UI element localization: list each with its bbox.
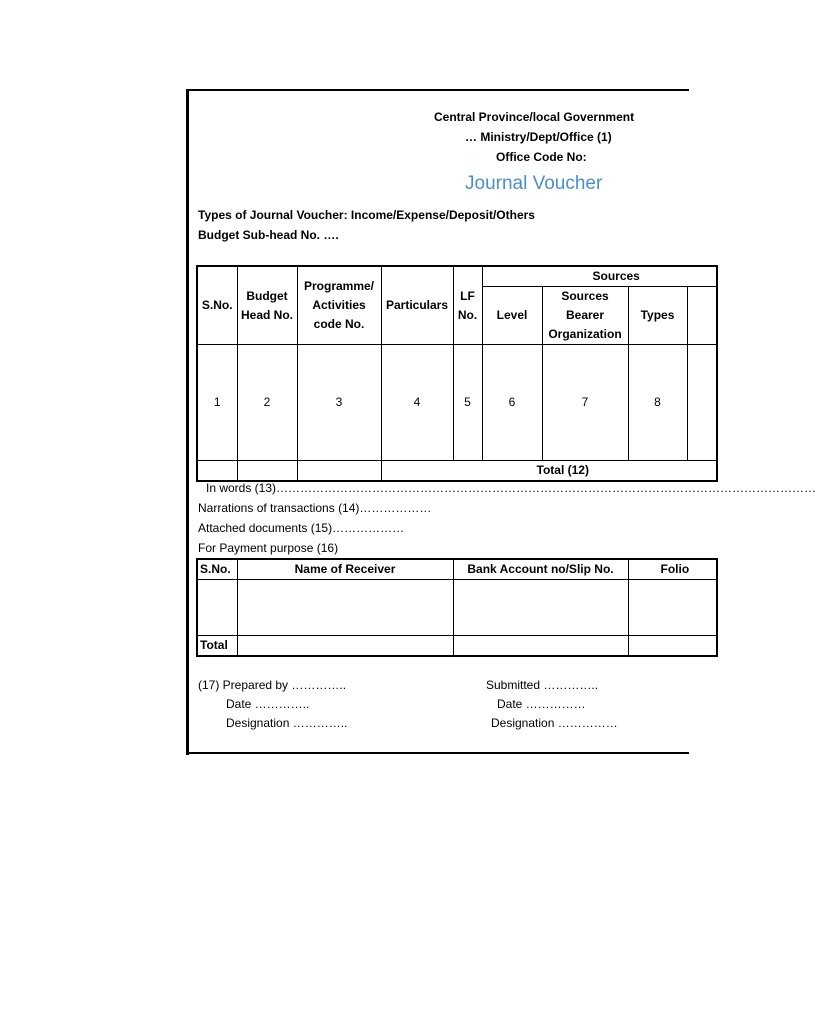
narrations-line: Narrations of transactions (14)……………… bbox=[198, 501, 432, 515]
table-cell: 2 bbox=[237, 345, 297, 461]
frame-border bbox=[186, 89, 189, 755]
col-header-level: Level bbox=[482, 287, 542, 345]
office-code: Office Code No: bbox=[496, 150, 587, 164]
col-header-lf-no: LF No. bbox=[453, 266, 482, 345]
attached-documents-line: Attached documents (15)……………… bbox=[198, 521, 405, 535]
in-words-line: In words (13)……………………………………………………………………………………………………………………… bbox=[206, 481, 816, 495]
government-heading: Central Province/local Government bbox=[434, 110, 635, 124]
payment-col-folio: Folio bbox=[628, 559, 717, 580]
col-header-sources: Sources bbox=[482, 266, 717, 287]
table-cell: 1 bbox=[197, 345, 237, 461]
voucher-types: Types of Journal Voucher: Income/Expense/Deposit/Others bbox=[198, 208, 535, 222]
prepared-designation: Designation ………….. bbox=[226, 716, 348, 730]
voucher-table bbox=[196, 265, 718, 482]
submitted-date: Date …………… bbox=[497, 697, 586, 711]
total-row: Total (12) bbox=[381, 461, 717, 482]
ministry-heading: … Ministry/Dept/Office (1) bbox=[465, 130, 612, 144]
payment-col-sno: S.No. bbox=[197, 559, 237, 580]
table-cell: 3 bbox=[297, 345, 381, 461]
payment-total: Total bbox=[197, 636, 237, 657]
col-header-particulars: Particulars bbox=[381, 266, 453, 345]
table-cell: 5 bbox=[453, 345, 482, 461]
col-header-sno: S.No. bbox=[197, 266, 237, 345]
prepared-date: Date ………….. bbox=[226, 697, 310, 711]
col-header-sources-bearer: Sources Bearer Organization bbox=[542, 287, 628, 345]
table-cell: 4 bbox=[381, 345, 453, 461]
table-cell: 8 bbox=[628, 345, 687, 461]
frame-border bbox=[186, 89, 689, 91]
col-header-budget-head: Budget Head No. bbox=[237, 266, 297, 345]
payment-col-bank: Bank Account no/Slip No. bbox=[453, 559, 628, 580]
payment-col-receiver: Name of Receiver bbox=[237, 559, 453, 580]
page-title: Journal Voucher bbox=[465, 173, 603, 194]
col-header-programme: Programme/ Activities code No. bbox=[297, 266, 381, 345]
budget-subhead: Budget Sub-head No. …. bbox=[198, 228, 339, 242]
submitted-designation: Designation …………… bbox=[491, 716, 618, 730]
payment-table bbox=[196, 558, 718, 657]
payment-purpose-line: For Payment purpose (16) bbox=[198, 541, 339, 555]
journal-voucher-sheet bbox=[186, 89, 816, 753]
table-cell: 6 bbox=[482, 345, 542, 461]
col-header-types: Types bbox=[628, 287, 687, 345]
frame-border bbox=[186, 752, 689, 754]
prepared-by: (17) Prepared by ………….. bbox=[198, 678, 347, 692]
table-cell: 7 bbox=[542, 345, 628, 461]
submitted-by: Submitted ………….. bbox=[486, 678, 599, 692]
